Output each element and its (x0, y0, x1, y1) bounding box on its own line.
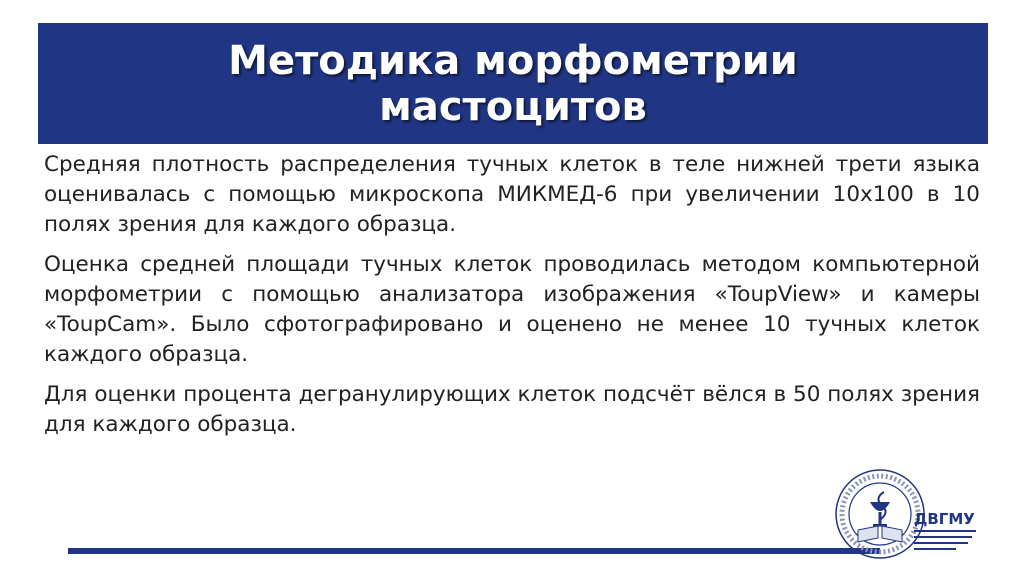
paragraph-microscopy: Средняя плотность распределения тучных клеток в теле нижней трети языка оценивалась с помощью микроскопа МИКМЕД-6 при увеличении 10х100 в 10 полях зрения для каждого образца. (44, 152, 980, 237)
logo-letters: ДВГМУ (914, 510, 975, 528)
paragraph-morphometry: Оценка средней площади тучных клеток проводилась методом компьютерной морфометрии с помощью анализатора изображения «ToupView» и камеры «ToupCam». Было сфотографировано и оценено не менее 10 тучных клеток каждого образца. (44, 252, 980, 367)
title-bar (38, 23, 988, 144)
title-line-1: Методика морфометрии (228, 37, 798, 84)
bottom-accent-line (68, 548, 880, 554)
title-line-2: мастоцитов (379, 83, 647, 130)
paragraph-degranulation: Для оценки процента дегранулирующих клеток подсчёт вёлся в 50 полях зрения для каждого образца. (44, 382, 980, 437)
slide-body (44, 150, 980, 450)
university-seal-icon (834, 462, 984, 566)
slide-title (228, 38, 798, 130)
